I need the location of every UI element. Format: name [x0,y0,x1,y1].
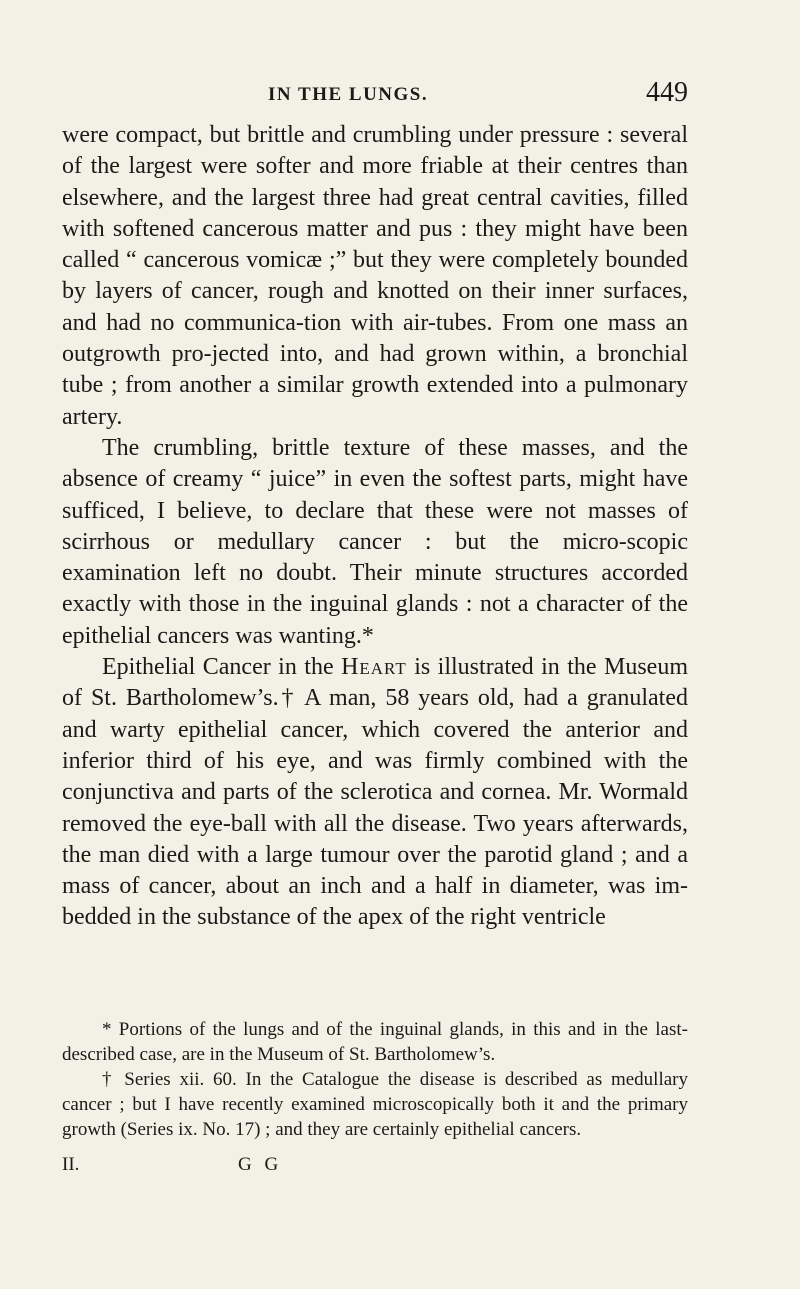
sheet-signature: G G [238,1154,283,1175]
running-title: IN THE LUNGS. [268,84,429,105]
volume-mark: II. [62,1154,80,1175]
footnotes [62,1017,688,1142]
paragraph-1: were compact, but brittle and crumbling under pressure : several of the largest were softer and more friable at their centres than elsewhere, and the largest three had great central cavities, filled with softened cancerous matter and pus : they might have been called “ cancerous vomicæ ;” but they were completely bounded by layers of cancer, rough and knotted on their inner surfaces, and had no communica-tion with air-tubes. From one mass an outgrowth pro-jected into, and had grown within, a bronchial tube ; from another a similar growth extended into a pulmonary artery. [62,122,688,430]
paragraph-2: The crumbling, brittle texture of these masses, and the absence of creamy “ juice” in even the softest parts, might have sufficed, I believe, to declare that these were not masses of scirrhous or medullary cancer : but the micro-scopic examination left no doubt. Their minute structures accorded exactly with those in the inguinal glands : not a character of the epithelial cancers was wanting.* [62,434,688,649]
page-number: 449 [646,77,688,108]
paragraph-3-rest: is illustrated in the Museum of St. Bartholomew’s.† A man, 58 years old, had a granulated and warty epithelial cancer, which covered the anterior and inferior third of his eye, and was firmly combined with the conjunctiva and parts of the sclerotica and cornea. Mr. Wormald removed the eye-ball with all the disease. Two years afterwards, the man died with a large tumour over the parotid gland ; and a mass of cancer, about an inch and a half in diameter, was im-bedded in the substance of the apex of the right ventricle [62,654,688,931]
signature-line [62,1154,362,1176]
footnote-1: * Portions of the lungs and of the inguinal glands, in this and in the last-described case, are in the Museum of St. Bartholomew’s. [62,1019,688,1065]
heart-term: Heart [341,654,407,681]
paragraph-3-start: Epithelial Cancer in the [102,654,342,681]
footnote-2: † Series xii. 60. In the Catalogue the disease is described as medullary cancer ; but I have recently examined microscopically both it and the primary growth (Series ix. No. 17) ; and they are certainly epithelial cancers. [62,1069,688,1140]
page-header [62,77,688,114]
paragraph-3 [62,652,688,934]
main-text [62,120,688,934]
